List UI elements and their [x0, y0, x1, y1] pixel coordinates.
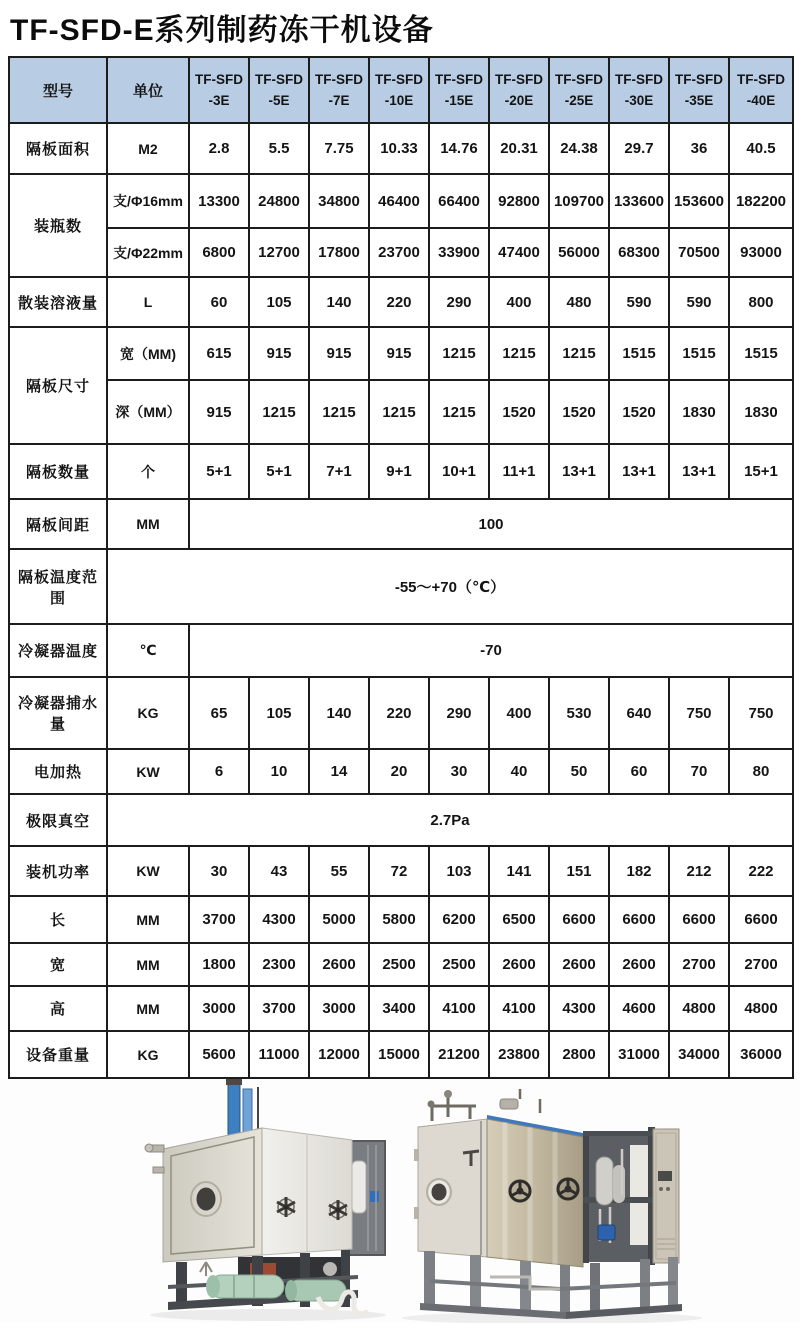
cell-geban-chicun-shen-20e: 1520	[489, 380, 549, 444]
spec-row-sanzhuang-rongyeliang	[9, 277, 793, 327]
cell-kuan-3e: 1800	[189, 943, 249, 986]
col-header-model-label: 型号	[9, 57, 107, 123]
row-unit-lengningqi-wendu: ℃	[107, 624, 189, 677]
cell-gao-15e: 4100	[429, 986, 489, 1031]
model-prefix: TF-SFD	[495, 72, 543, 87]
cell-zhuangji-gonglv-40e: 222	[729, 846, 793, 896]
row-label-jixian-zhenkong: 极限真空	[9, 794, 107, 846]
col-header-model-10e	[369, 57, 429, 123]
cell-geban-shuliang-7e: 7+1	[309, 444, 369, 499]
cell-zhuangji-gonglv-30e: 182	[609, 846, 669, 896]
model-suffix: -5E	[268, 93, 290, 108]
cell-geban-chicun-kuan-15e: 1215	[429, 327, 489, 380]
cell-sanzhuang-rongyeliang-10e: 220	[369, 277, 429, 327]
cell-geban-mianji-5e: 5.5	[249, 123, 309, 174]
header-row	[9, 57, 793, 123]
cell-kuan-10e: 2500	[369, 943, 429, 986]
model-prefix: TF-SFD	[375, 72, 423, 87]
model-suffix: -20E	[504, 93, 534, 108]
cell-geban-chicun-shen-40e: 1830	[729, 380, 793, 444]
row-unit-geban-jianju: MM	[107, 499, 189, 549]
col-header-model-7e	[309, 57, 369, 123]
cell-lengningqi-bushuiliang-7e: 140	[309, 677, 369, 749]
model-suffix: -15E	[444, 93, 474, 108]
spec-row-jixian-zhenkong	[9, 794, 793, 846]
cell-sanzhuang-rongyeliang-7e: 140	[309, 277, 369, 327]
cell-lengningqi-bushuiliang-20e: 400	[489, 677, 549, 749]
product-photo-image	[0, 1079, 800, 1323]
spec-row-zhuangpingshu-22mm	[9, 228, 793, 277]
cell-geban-shuliang-3e: 5+1	[189, 444, 249, 499]
spec-row-zhuangpingshu-16mm	[9, 174, 793, 228]
cell-geban-chicun-kuan-7e: 915	[309, 327, 369, 380]
spec-row-geban-shuliang	[9, 444, 793, 499]
cell-dianjiare-15e: 30	[429, 749, 489, 794]
row-merged-value-jixian-zhenkong: 2.7Pa	[107, 794, 793, 846]
row-label-lengningqi-bushuiliang: 冷凝器捕水量	[9, 677, 107, 749]
row-unit-geban-chicun-kuan: 宽（MM)	[107, 327, 189, 380]
cell-gao-3e: 3000	[189, 986, 249, 1031]
col-header-model-30e	[609, 57, 669, 123]
cell-geban-chicun-kuan-10e: 915	[369, 327, 429, 380]
cell-geban-chicun-shen-3e: 915	[189, 380, 249, 444]
cell-zhuangpingshu-22mm-35e: 70500	[669, 228, 729, 277]
row-label-chang: 长	[9, 896, 107, 943]
cell-shebei-zhongliang-30e: 31000	[609, 1031, 669, 1078]
row-label-geban-shuliang: 隔板数量	[9, 444, 107, 499]
cell-dianjiare-10e: 20	[369, 749, 429, 794]
cell-gao-30e: 4600	[609, 986, 669, 1031]
cell-zhuangpingshu-22mm-15e: 33900	[429, 228, 489, 277]
cell-zhuangpingshu-22mm-20e: 47400	[489, 228, 549, 277]
cell-geban-chicun-shen-15e: 1215	[429, 380, 489, 444]
cell-lengningqi-bushuiliang-10e: 220	[369, 677, 429, 749]
hinge	[414, 1207, 419, 1219]
cell-dianjiare-20e: 40	[489, 749, 549, 794]
row-unit-geban-chicun-shen: 深（MM）	[107, 380, 189, 444]
cell-chang-35e: 6600	[669, 896, 729, 943]
cell-zhuangpingshu-22mm-30e: 68300	[609, 228, 669, 277]
cell-sanzhuang-rongyeliang-15e: 290	[429, 277, 489, 327]
col-header-model-5e	[249, 57, 309, 123]
spec-row-kuan	[9, 943, 793, 986]
cell-gao-7e: 3000	[309, 986, 369, 1031]
cell-zhuangpingshu-22mm-40e: 93000	[729, 228, 793, 277]
cell-geban-chicun-shen-25e: 1520	[549, 380, 609, 444]
machinery-bay	[583, 1127, 655, 1265]
col-header-model-40e	[729, 57, 793, 123]
row-label-geban-wendu-fanwei: 隔板温度范围	[9, 549, 107, 624]
model-prefix: TF-SFD	[737, 72, 785, 87]
cell-geban-chicun-shen-10e: 1215	[369, 380, 429, 444]
col-header-model-25e	[549, 57, 609, 123]
cell-geban-chicun-shen-30e: 1520	[609, 380, 669, 444]
cell-dianjiare-40e: 80	[729, 749, 793, 794]
cell-geban-chicun-shen-7e: 1215	[309, 380, 369, 444]
spec-row-geban-wendu-fanwei	[9, 549, 793, 624]
row-label-sanzhuang-rongyeliang: 散装溶液量	[9, 277, 107, 327]
cell-shebei-zhongliang-35e: 34000	[669, 1031, 729, 1078]
row-unit-lengningqi-bushuiliang: KG	[107, 677, 189, 749]
cell-lengningqi-bushuiliang-15e: 290	[429, 677, 489, 749]
cell-zhuangji-gonglv-10e: 72	[369, 846, 429, 896]
row-label-zhuangji-gonglv: 装机功率	[9, 846, 107, 896]
porthole	[191, 1182, 221, 1216]
cell-shebei-zhongliang-15e: 21200	[429, 1031, 489, 1078]
cell-dianjiare-7e: 14	[309, 749, 369, 794]
model-suffix: -40E	[746, 93, 776, 108]
porthole	[427, 1179, 451, 1205]
cell-zhuangpingshu-22mm-25e: 56000	[549, 228, 609, 277]
cell-chang-20e: 6500	[489, 896, 549, 943]
cell-zhuangpingshu-16mm-3e: 13300	[189, 174, 249, 228]
cell-zhuangji-gonglv-35e: 212	[669, 846, 729, 896]
cell-geban-shuliang-20e: 11+1	[489, 444, 549, 499]
cell-zhuangpingshu-16mm-25e: 109700	[549, 174, 609, 228]
row-unit-gao: MM	[107, 986, 189, 1031]
cell-sanzhuang-rongyeliang-3e: 60	[189, 277, 249, 327]
spec-row-gao	[9, 986, 793, 1031]
cell-zhuangji-gonglv-15e: 103	[429, 846, 489, 896]
cell-chang-5e: 4300	[249, 896, 309, 943]
cell-geban-mianji-7e: 7.75	[309, 123, 369, 174]
row-label-shebei-zhongliang: 设备重量	[9, 1031, 107, 1078]
col-header-unit: 单位	[107, 57, 189, 123]
cell-gao-25e: 4300	[549, 986, 609, 1031]
cell-zhuangji-gonglv-20e: 141	[489, 846, 549, 896]
row-label-lengningqi-wendu: 冷凝器温度	[9, 624, 107, 677]
heat-exchanger-cylinder	[285, 1280, 346, 1301]
row-merged-value-lengningqi-wendu: -70	[189, 624, 793, 677]
cell-kuan-35e: 2700	[669, 943, 729, 986]
cell-geban-chicun-kuan-25e: 1215	[549, 327, 609, 380]
door-wheel-handle	[556, 1177, 580, 1201]
cell-sanzhuang-rongyeliang-40e: 800	[729, 277, 793, 327]
cell-zhuangpingshu-16mm-35e: 153600	[669, 174, 729, 228]
spec-table-header	[9, 57, 793, 123]
cell-gao-40e: 4800	[729, 986, 793, 1031]
col-header-model-35e	[669, 57, 729, 123]
row-label-geban-mianji: 隔板面积	[9, 123, 107, 174]
cell-zhuangpingshu-16mm-20e: 92800	[489, 174, 549, 228]
cell-sanzhuang-rongyeliang-30e: 590	[609, 277, 669, 327]
cell-geban-mianji-3e: 2.8	[189, 123, 249, 174]
cell-zhuangpingshu-16mm-30e: 133600	[609, 174, 669, 228]
col-header-model-15e	[429, 57, 489, 123]
cell-lengningqi-bushuiliang-5e: 105	[249, 677, 309, 749]
model-suffix: -30E	[624, 93, 654, 108]
door-wheel-handle	[508, 1179, 532, 1203]
row-unit-kuan: MM	[107, 943, 189, 986]
cell-dianjiare-30e: 60	[609, 749, 669, 794]
cell-geban-chicun-kuan-30e: 1515	[609, 327, 669, 380]
cell-kuan-15e: 2500	[429, 943, 489, 986]
cell-sanzhuang-rongyeliang-35e: 590	[669, 277, 729, 327]
cell-geban-chicun-kuan-40e: 1515	[729, 327, 793, 380]
cell-zhuangpingshu-22mm-7e: 17800	[309, 228, 369, 277]
cell-geban-mianji-40e: 40.5	[729, 123, 793, 174]
page-title: TF-SFD-E系列制药冻干机设备	[10, 14, 434, 47]
cell-gao-10e: 3400	[369, 986, 429, 1031]
cell-geban-chicun-kuan-35e: 1515	[669, 327, 729, 380]
cell-lengningqi-bushuiliang-40e: 750	[729, 677, 793, 749]
cell-shebei-zhongliang-7e: 12000	[309, 1031, 369, 1078]
row-label-dianjiare: 电加热	[9, 749, 107, 794]
cell-kuan-30e: 2600	[609, 943, 669, 986]
spec-row-lengningqi-wendu	[9, 624, 793, 677]
cell-zhuangpingshu-22mm-3e: 6800	[189, 228, 249, 277]
spec-row-chang	[9, 896, 793, 943]
row-label-gao: 高	[9, 986, 107, 1031]
cell-shebei-zhongliang-5e: 11000	[249, 1031, 309, 1078]
model-prefix: TF-SFD	[255, 72, 303, 87]
cell-dianjiare-35e: 70	[669, 749, 729, 794]
cell-gao-20e: 4100	[489, 986, 549, 1031]
hinge	[414, 1149, 419, 1161]
spec-row-dianjiare	[9, 749, 793, 794]
cell-zhuangji-gonglv-5e: 43	[249, 846, 309, 896]
cell-shebei-zhongliang-3e: 5600	[189, 1031, 249, 1078]
model-suffix: -25E	[564, 93, 594, 108]
cell-kuan-7e: 2600	[309, 943, 369, 986]
col-header-model-20e	[489, 57, 549, 123]
cell-shebei-zhongliang-25e: 2800	[549, 1031, 609, 1078]
left-machine-shadow	[150, 1309, 386, 1321]
cell-zhuangji-gonglv-7e: 55	[309, 846, 369, 896]
cell-geban-mianji-30e: 29.7	[609, 123, 669, 174]
cell-chang-15e: 6200	[429, 896, 489, 943]
cell-geban-chicun-kuan-5e: 915	[249, 327, 309, 380]
row-unit-zhuangpingshu-22mm: 支/Φ22mm	[107, 228, 189, 277]
cell-kuan-20e: 2600	[489, 943, 549, 986]
cell-geban-mianji-35e: 36	[669, 123, 729, 174]
heat-exchanger-cylinder	[206, 1275, 284, 1298]
cell-geban-shuliang-15e: 10+1	[429, 444, 489, 499]
cell-dianjiare-25e: 50	[549, 749, 609, 794]
cell-zhuangpingshu-16mm-10e: 46400	[369, 174, 429, 228]
row-unit-geban-shuliang: 个	[107, 444, 189, 499]
model-suffix: -35E	[684, 93, 714, 108]
cell-lengningqi-bushuiliang-35e: 750	[669, 677, 729, 749]
cell-geban-shuliang-35e: 13+1	[669, 444, 729, 499]
cell-shebei-zhongliang-40e: 36000	[729, 1031, 793, 1078]
model-suffix: -3E	[208, 93, 230, 108]
cell-geban-shuliang-25e: 13+1	[549, 444, 609, 499]
row-merged-value-geban-jianju: 100	[189, 499, 793, 549]
cell-geban-chicun-kuan-3e: 615	[189, 327, 249, 380]
cell-chang-40e: 6600	[729, 896, 793, 943]
cell-sanzhuang-rongyeliang-25e: 480	[549, 277, 609, 327]
row-unit-zhuangji-gonglv: KW	[107, 846, 189, 896]
spec-table	[8, 56, 794, 1079]
cell-chang-30e: 6600	[609, 896, 669, 943]
model-prefix: TF-SFD	[555, 72, 603, 87]
cell-kuan-25e: 2600	[549, 943, 609, 986]
cell-geban-shuliang-30e: 13+1	[609, 444, 669, 499]
spec-row-geban-chicun-shen	[9, 380, 793, 444]
cell-sanzhuang-rongyeliang-20e: 400	[489, 277, 549, 327]
row-unit-dianjiare: KW	[107, 749, 189, 794]
cell-zhuangpingshu-16mm-40e: 182200	[729, 174, 793, 228]
cell-chang-3e: 3700	[189, 896, 249, 943]
row-unit-shebei-zhongliang: KG	[107, 1031, 189, 1078]
row-merged-value-geban-wendu-fanwei: -55～+70（℃）	[107, 549, 793, 624]
control-cabinet	[653, 1129, 679, 1263]
cell-sanzhuang-rongyeliang-5e: 105	[249, 277, 309, 327]
spec-row-shebei-zhongliang	[9, 1031, 793, 1078]
cell-gao-35e: 4800	[669, 986, 729, 1031]
spec-row-geban-jianju	[9, 499, 793, 549]
cell-lengningqi-bushuiliang-3e: 65	[189, 677, 249, 749]
cell-geban-mianji-20e: 20.31	[489, 123, 549, 174]
photo-background	[0, 1079, 800, 1323]
model-prefix: TF-SFD	[675, 72, 723, 87]
cell-geban-mianji-10e: 10.33	[369, 123, 429, 174]
row-unit-sanzhuang-rongyeliang: L	[107, 277, 189, 327]
model-suffix: -10E	[384, 93, 414, 108]
cell-geban-shuliang-5e: 5+1	[249, 444, 309, 499]
cell-dianjiare-3e: 6	[189, 749, 249, 794]
row-unit-chang: MM	[107, 896, 189, 943]
cell-geban-chicun-shen-35e: 1830	[669, 380, 729, 444]
cell-chang-10e: 5800	[369, 896, 429, 943]
row-unit-zhuangpingshu-16mm: 支/Φ16mm	[107, 174, 189, 228]
cell-zhuangpingshu-22mm-5e: 12700	[249, 228, 309, 277]
row-label-zhuangpingshu-16mm: 装瓶数	[9, 174, 107, 277]
cell-geban-mianji-15e: 14.76	[429, 123, 489, 174]
spec-row-lengningqi-bushuiliang	[9, 677, 793, 749]
spec-row-geban-chicun-kuan	[9, 327, 793, 380]
cell-shebei-zhongliang-20e: 23800	[489, 1031, 549, 1078]
cell-lengningqi-bushuiliang-25e: 530	[549, 677, 609, 749]
cell-kuan-5e: 2300	[249, 943, 309, 986]
cell-zhuangji-gonglv-25e: 151	[549, 846, 609, 896]
cell-geban-chicun-kuan-20e: 1215	[489, 327, 549, 380]
cell-kuan-40e: 2700	[729, 943, 793, 986]
col-header-model-3e	[189, 57, 249, 123]
spec-row-zhuangji-gonglv	[9, 846, 793, 896]
model-suffix: -7E	[328, 93, 350, 108]
cell-zhuangpingshu-16mm-15e: 66400	[429, 174, 489, 228]
model-prefix: TF-SFD	[315, 72, 363, 87]
product-photo	[0, 1079, 800, 1323]
cell-zhuangpingshu-16mm-5e: 24800	[249, 174, 309, 228]
cell-zhuangji-gonglv-3e: 30	[189, 846, 249, 896]
cell-chang-25e: 6600	[549, 896, 609, 943]
row-label-kuan: 宽	[9, 943, 107, 986]
cell-geban-chicun-shen-5e: 1215	[249, 380, 309, 444]
cell-geban-shuliang-40e: 15+1	[729, 444, 793, 499]
row-label-geban-jianju: 隔板间距	[9, 499, 107, 549]
model-prefix: TF-SFD	[615, 72, 663, 87]
cell-chang-7e: 5000	[309, 896, 369, 943]
cell-shebei-zhongliang-10e: 15000	[369, 1031, 429, 1078]
row-label-geban-chicun-kuan: 隔板尺寸	[9, 327, 107, 444]
cell-geban-shuliang-10e: 9+1	[369, 444, 429, 499]
cell-lengningqi-bushuiliang-30e: 640	[609, 677, 669, 749]
model-prefix: TF-SFD	[435, 72, 483, 87]
cell-geban-mianji-25e: 24.38	[549, 123, 609, 174]
cell-zhuangpingshu-22mm-10e: 23700	[369, 228, 429, 277]
cell-gao-5e: 3700	[249, 986, 309, 1031]
cell-dianjiare-5e: 10	[249, 749, 309, 794]
model-prefix: TF-SFD	[195, 72, 243, 87]
cell-zhuangpingshu-16mm-7e: 34800	[309, 174, 369, 228]
spec-table-body	[9, 123, 793, 1078]
spec-row-geban-mianji	[9, 123, 793, 174]
row-unit-geban-mianji: M2	[107, 123, 189, 174]
